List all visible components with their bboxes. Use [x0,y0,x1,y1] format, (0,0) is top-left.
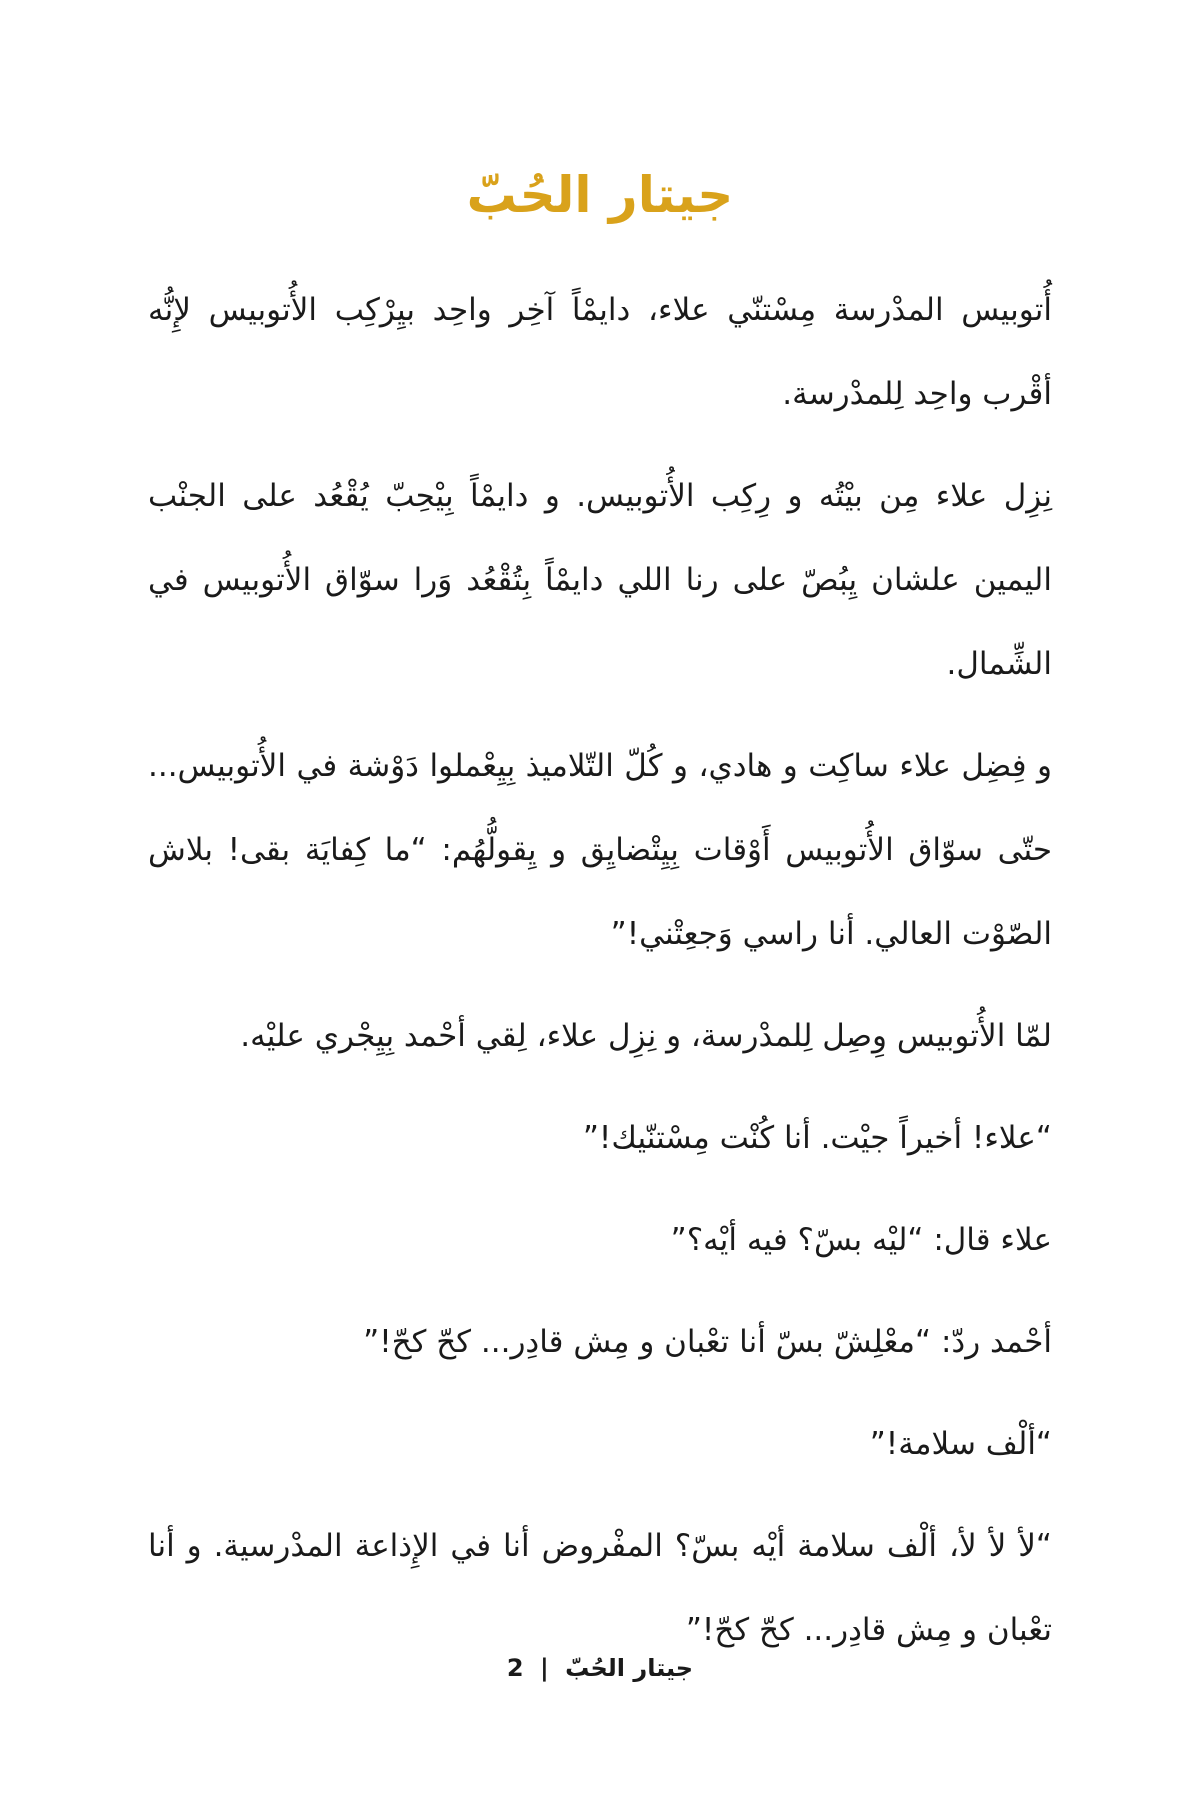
story-paragraph: “لأ لأ لأ، ألْف سلامة أيْه بسّ؟ المفْروض أنا في الإِذاعة المدْرسية. و أنا تعْبان و مِش قادِر... كحّ كحّ!” [148,1528,1052,1648]
page-number: 2 [506,1654,524,1682]
footer-separator: | [539,1654,549,1682]
story-body [148,268,1052,1690]
story-paragraph: و فِضِل علاء ساكِت و هادي، و كُلّ التّلاميذ بِيِعْملوا دَوْشة في الأُتوبيس... حتّى سوّاق الأُتوبيس أَوْقات بِيِتْضايِق و يِقولُّهُم: “ما كِفايَة بقى! بلاش الصّوْت العالي. أنا راسي وَجعِتْني!” [148,748,1052,952]
page-footer [0,1650,1200,1686]
story-paragraph: علاء قال: “ليْه بسّ؟ فيه أيْه؟” [670,1222,1052,1258]
story-paragraph: أحْمد ردّ: “معْلِشّ بسّ أنا تعْبان و مِش قادِر... كحّ كحّ!” [363,1324,1052,1360]
story-paragraph: “ألْف سلامة!” [869,1426,1052,1462]
page-title: جيتار الحُبّ [466,166,734,224]
story-paragraph: نِزِل علاء مِن بيْتُه و رِكِب الأُتوبيس. و دايمْاً بِيْحِبّ يُقْعُد على الجنْب اليمين علشان يِبُصّ على رنا اللي دايمْاً بِتُقْعُد وَرا سوّاق الأُتوبيس في الشِّمال. [148,478,1052,682]
story-paragraph: لمّا الأُتوبيس وِصِل لِلمدْرسة، و نِزِل علاء، لِقي أحْمد بِيِجْري عليْه. [240,1018,1052,1054]
story-paragraph: أُتوبيس المدْرسة مِسْتنّي علاء، دايمْاً آخِر واحِد بيِرْكِب الأُتوبيس لإِنُّه أقْرب واحِد لِلمدْرسة. [148,292,1052,412]
story-paragraph: “علاء! أخيراً جيْت. أنا كُنْت مِسْتنّيك!” [582,1120,1052,1156]
footer-title: جيتار الحُبّ [565,1654,694,1682]
